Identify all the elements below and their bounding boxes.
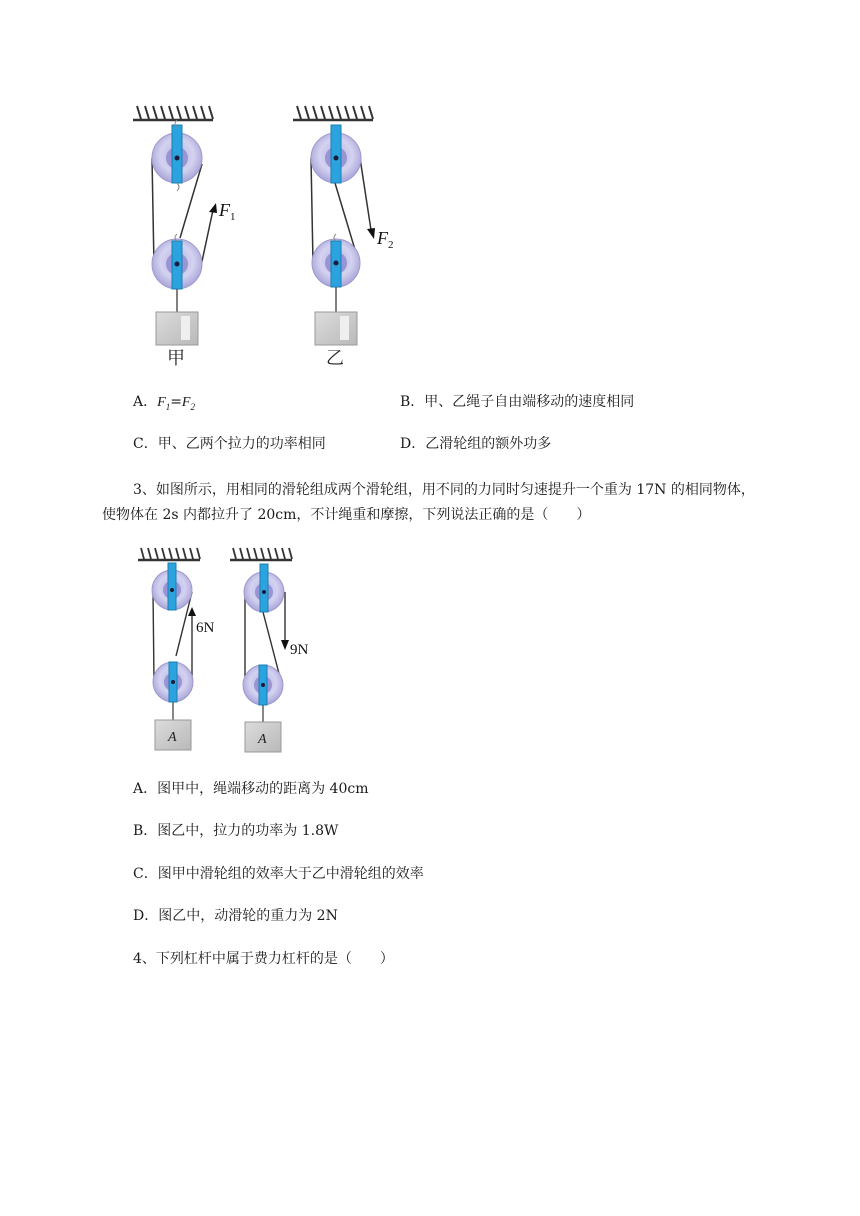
pulley-figure-1 <box>125 98 425 373</box>
q4-stem: 4、下列杠杆中属于费力杠杆的是（ ） <box>133 951 394 967</box>
q3-option-c: C．图甲中滑轮组的效率大于乙中滑轮组的效率 <box>133 866 424 882</box>
q3-option-a: A．图甲中，绳端移动的距离为 40cm <box>133 781 369 797</box>
q2-option-b: B．甲、乙绳子自由端移动的速度相同 <box>400 394 635 410</box>
force-label-f1: $F_1$ <box>219 200 236 223</box>
force-label-9n: 9N <box>290 642 309 658</box>
q3-option-d: D．图乙中，动滑轮的重力为 2N <box>133 908 338 924</box>
caption-yi: 乙 <box>326 348 344 369</box>
pulley-figure-2 <box>130 540 330 755</box>
q2-option-a: A．$F_1=F_2$ <box>133 394 195 412</box>
q3-option-b: B．图乙中，拉力的功率为 1.8W <box>133 823 339 839</box>
q2-option-d: D．乙滑轮组的额外功多 <box>400 436 552 452</box>
pulley-system-jia <box>133 106 217 345</box>
q2-option-c: C．甲、乙两个拉力的功率相同 <box>133 436 326 452</box>
force-label-f2: $F_2$ <box>377 228 394 251</box>
q3-stem-line-1: 3、如图所示，用相同的滑轮组成两个滑轮组，用不同的力同时匀速提升一个重为 17N 的相同物体， <box>133 482 755 498</box>
caption-jia: 甲 <box>167 348 185 369</box>
pulley-system-left <box>138 548 200 750</box>
block-label-right: A <box>258 732 267 747</box>
pulley-system-right <box>230 548 292 752</box>
q3-stem-line-2: 使物体在 2s 内都拉升了 20cm，不计绳重和摩擦，下列说法正确的是（ ） <box>102 507 591 523</box>
block-label-left: A <box>168 730 177 745</box>
force-label-6n: 6N <box>196 620 215 636</box>
pulley-system-yi <box>293 106 375 345</box>
